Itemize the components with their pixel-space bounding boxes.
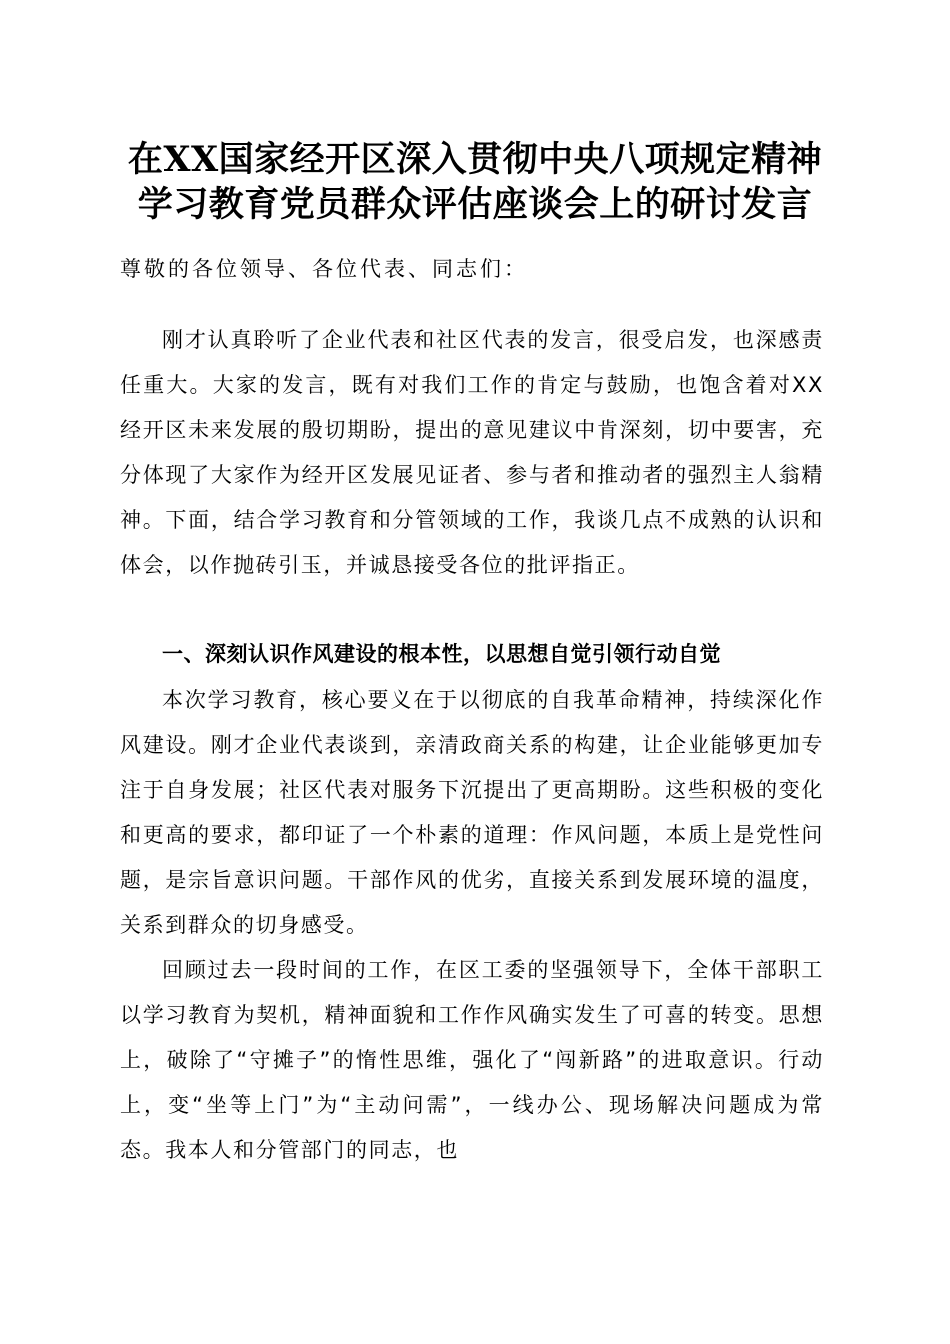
document-title-line-1: 在XX国家经开区深入贯彻中央八项规定精神 xyxy=(127,139,823,180)
body-paragraph-1: 刚才认真聆听了企业代表和社区代表的发言，很受启发，也深感责任重大。大家的发言，既有对我们工作的肯定与鼓励，也饱含着对XX经开区未来发展的殷切期盼，提出的意见建议中肯深刻，切中要害，充分体现了大家作为经开区发展见证者、参与者和推动者的强烈主人翁精神。下面，结合学习教育和分管领域的工作，我谈几点不成熟的认识和体会，以作抛砖引玉，并诚恳接受各位的批评指正。 xyxy=(120,328,824,577)
document-title-line-2: 学习教育党员群众评估座谈会上的研讨发言 xyxy=(137,184,813,225)
section-heading-1: 一、深刻认识作风建设的根本性，以思想自觉引领行动自觉 xyxy=(162,642,721,666)
salutation: 尊敬的各位领导、各位代表、同志们： xyxy=(120,257,528,281)
body-paragraph-2: 本次学习教育，核心要义在于以彻底的自我革命精神，持续深化作风建设。刚才企业代表谈到，亲清政商关系的构建，让企业能够更加专注于自身发展；社区代表对服务下沉提出了更高期盼。这些积极的变化和更高的要求，都印证了一个朴素的道理：作风问题，本质上是党性问题，是宗旨意识问题。干部作风的优劣，直接关系到发展环境的温度，关系到群众的切身感受。 xyxy=(120,688,824,937)
body-paragraph-3: 回顾过去一段时间的工作，在区工委的坚强领导下，全体干部职工以学习教育为契机，精神面貌和工作作风确实发生了可喜的转变。思想上，破除了“守摊子”的惰性思维，强化了“闯新路”的进取意识。行动上，变“坐等上门”为“主动问需”，一线办公、现场解决问题成为常态。我本人和分管部门的同志，也 xyxy=(120,958,824,1162)
